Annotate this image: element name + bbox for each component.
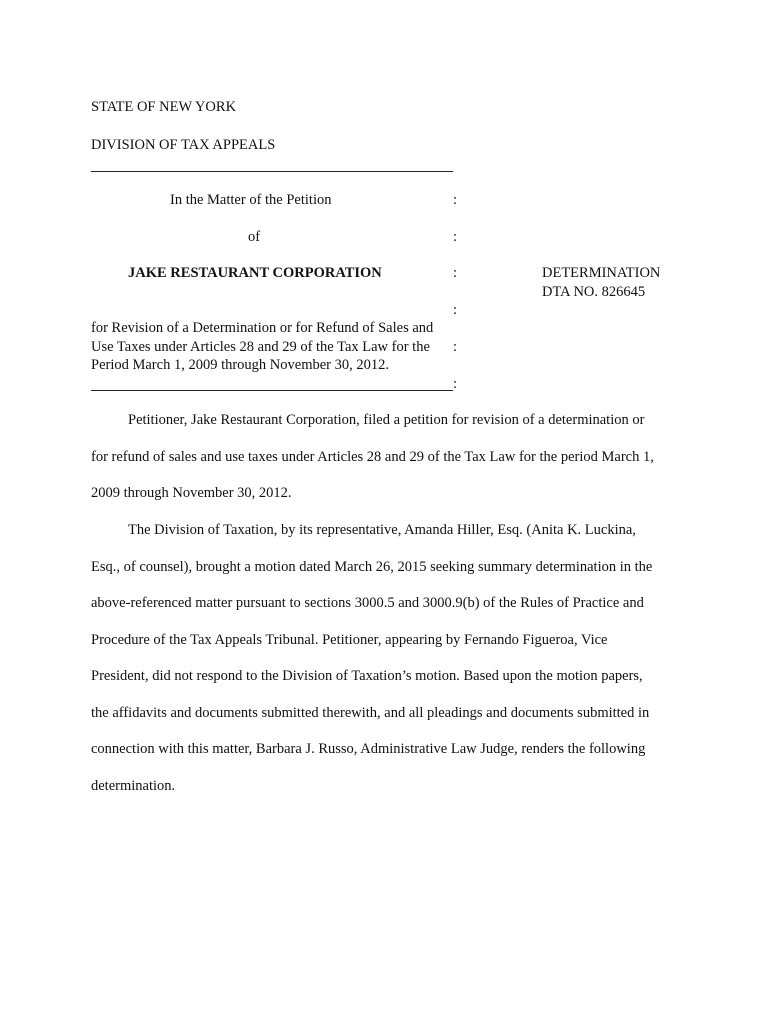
paragraph-2-line-8: determination. [91, 777, 176, 794]
paragraph-2-line-2: Esq., of counsel), brought a motion dated March 26, 2015 seeking summary determination in the [91, 558, 653, 575]
paragraph-1-line-3: 2009 through November 30, 2012. [91, 485, 292, 501]
petitioner-name: JAKE RESTAURANT CORPORATION [128, 265, 382, 281]
caption-colon-6: : [453, 376, 458, 392]
dta-number: DTA NO. 826645 [542, 284, 646, 300]
paragraph-2-line-5: President, did not respond to the Division of Taxation’s motion. Based upon the motion papers, [91, 668, 643, 684]
caption-colon-4: : [453, 302, 458, 318]
paragraph-2-line-7: connection with this matter, Barbara J. Russo, Administrative Law Judge, renders the following [91, 741, 646, 757]
caption-bottom-rule [91, 390, 453, 391]
caption-colon-3: : [453, 265, 458, 281]
caption-colon-1: : [453, 192, 458, 208]
paragraph-2-line-6: the affidavits and documents submitted therewith, and all pleadings and documents submitted in [91, 704, 650, 721]
relief-line-3: Period March 1, 2009 through November 30, 2012. [91, 357, 390, 373]
caption-top-rule [91, 171, 453, 172]
paragraph-2-line-3: above-referenced matter pursuant to sections 3000.5 and 3000.9(b) of the Rules of Practice and [91, 595, 644, 611]
paragraph-1-line-1: Petitioner, Jake Restaurant Corporation, filed a petition for revision of a determination or [128, 412, 645, 428]
relief-line-1: for Revision of a Determination or for Refund of Sales and [91, 320, 434, 336]
caption-colon-5: : [453, 339, 458, 355]
caption-colon-2: : [453, 229, 458, 245]
relief-line-2: Use Taxes under Articles 28 and 29 of the Tax Law for the [91, 339, 430, 355]
document-type: DETERMINATION [542, 265, 661, 281]
of-line: of [248, 229, 261, 245]
matter-line: In the Matter of the Petition [170, 192, 332, 208]
paragraph-petition [91, 402, 691, 512]
division-heading: DIVISION OF TAX APPEALS [91, 137, 276, 153]
paragraph-motion [91, 512, 691, 804]
paragraph-1-line-2: for refund of sales and use taxes under Articles 28 and 29 of the Tax Law for the period March 1, [91, 448, 654, 465]
state-heading: STATE OF NEW YORK [91, 99, 237, 115]
paragraph-2-line-4: Procedure of the Tax Appeals Tribunal. Petitioner, appearing by Fernando Figueroa, Vice [91, 631, 608, 648]
paragraph-2-line-1: The Division of Taxation, by its representative, Amanda Hiller, Esq. (Anita K. Luckina, [128, 522, 636, 538]
